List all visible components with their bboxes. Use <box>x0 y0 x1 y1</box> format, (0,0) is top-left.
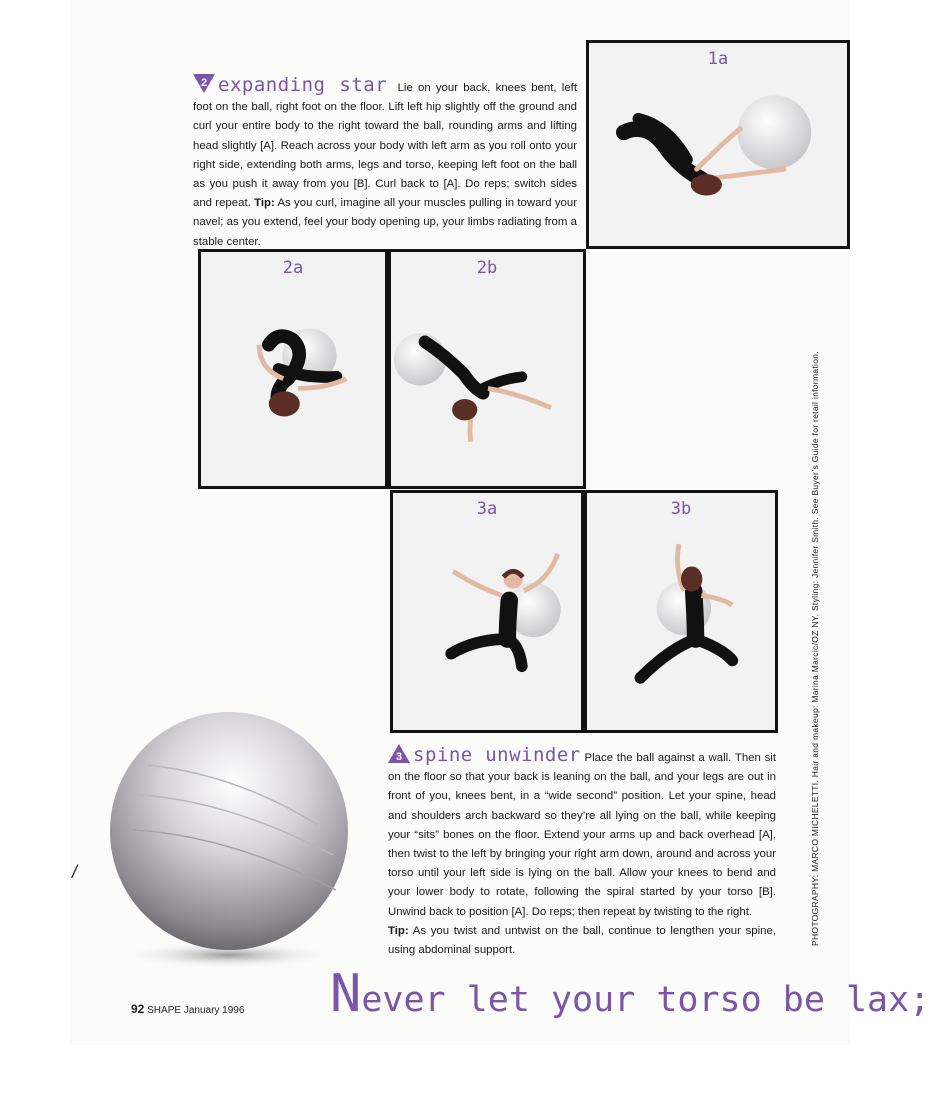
magazine-name: SHAPE <box>147 1005 182 1016</box>
photo-credit: PHOTOGRAPHY: MARCO MICHELETTI. Hair and makeup: Marina Marcic/OZ NY. Styling: Jennifer Smith. See Buyer’s Guide for retail information. <box>810 351 820 946</box>
section-2-number: 2 <box>200 77 208 89</box>
photo-1a-label: 1a <box>707 49 729 69</box>
headline-first-letter: N <box>330 964 362 1024</box>
folio <box>131 1002 244 1016</box>
purple-triangle-2-icon <box>193 74 215 93</box>
photo-2b-figure <box>391 252 583 486</box>
photo-3b-label: 3b <box>670 499 692 519</box>
section-2-title: expanding star <box>218 74 388 96</box>
photo-1a-figure <box>589 43 847 246</box>
photo-3b-figure <box>587 493 775 730</box>
headline <box>330 964 930 1024</box>
section-3-tip: As you twist and untwist on the ball, continue to lengthen your spine, using abdominal support. <box>388 924 776 957</box>
photo-2a-figure <box>201 252 385 486</box>
photo-3a-label: 3a <box>476 499 498 519</box>
purple-triangle-3-icon <box>388 744 410 763</box>
photo-3a <box>390 490 584 733</box>
photo-2a <box>198 249 388 489</box>
section-3-tip-label: Tip: <box>388 924 409 937</box>
section-3-title: spine unwinder <box>413 744 581 766</box>
photo-1a <box>586 40 850 249</box>
photo-2a-label: 2a <box>282 258 304 278</box>
page-number: 92 <box>131 1002 145 1016</box>
photo-2b <box>388 249 586 489</box>
section-2-text: Lie on your back, knees bent, left foot on the ball, right foot on the floor. Lift left hip slightly off the ground and curl your entire body to the right toward the ball, rounding arms and lifting head slightly [A]. Reach across your body with left arm as you roll onto your right side, extending both arms, legs and torso, keeping left foot on the ball as you push it away from you [B]. Curl back to [A]. Do reps; switch sides and repeat. <box>193 82 577 210</box>
section-3-number: 3 <box>395 751 403 763</box>
photo-2b-label: 2b <box>476 258 498 278</box>
exercise-ball-image <box>108 705 350 973</box>
section-3-block <box>388 744 776 960</box>
section-2-block <box>193 74 577 252</box>
headline-rest: ever let your torso be lax; <box>361 980 930 1020</box>
photo-3a-figure <box>393 493 581 730</box>
issue-date: January 1996 <box>183 1005 245 1016</box>
margin-mark: / <box>72 862 78 882</box>
photo-3b <box>584 490 778 733</box>
section-2-tip-label: Tip: <box>254 197 275 210</box>
section-3-text: Place the ball against a wall. Then sit on the floor so that your back is leaning on the ball, and your legs are out in front of you, knees bent, in a “wide second” position. Let your spine, head and shoulders arch backward so they’re all lying on the ball, while keeping your “sits” bones on the floor. Extend your arms up and back overhead [A], then twist to the left by bringing your right arm down, around and across your torso until your left side is lying on the ball. Allow your knees to bend and your lower body to rotate, following the spiral started by your torso [B]. Unwind back to position [A]. Do reps; then repeat by twisting to the right. <box>388 752 776 918</box>
section-2-tip: As you curl, imagine all your muscles pulling in toward your navel; as you extend, feel your body opening up, your limbs radiating from a stable center. <box>193 197 578 248</box>
